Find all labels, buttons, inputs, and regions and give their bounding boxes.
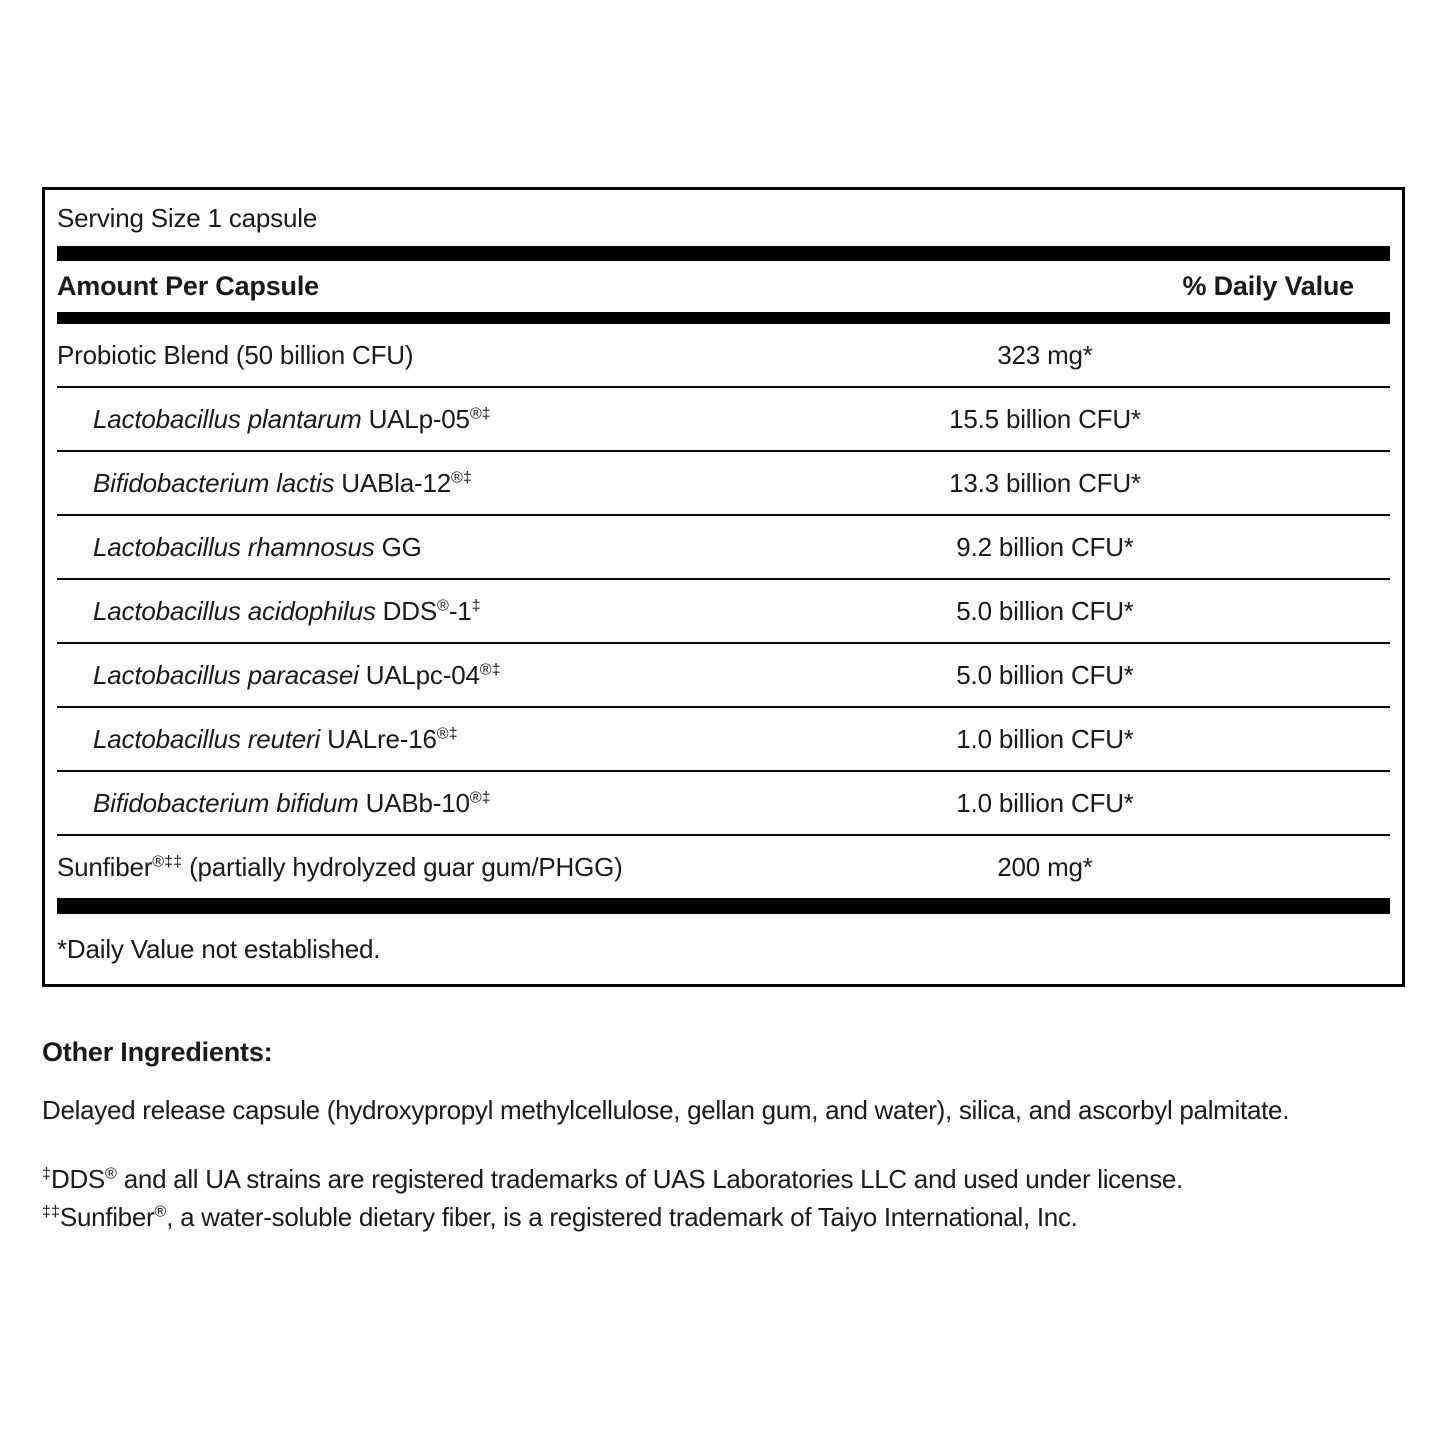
column-header-row <box>57 261 1390 312</box>
ingredient-rows <box>57 324 1390 898</box>
column-header-amount: Amount Per Capsule <box>57 271 319 301</box>
trademark-footnote-dds: ‡DDS® and all UA strains are registered trademarks of UAS Laboratories LLC and used under license. <box>42 1164 1183 1194</box>
other-ingredients-text: Delayed release capsule (hydroxypropyl methylcellulose, gellan gum, and water), silica, and ascorbyl palmitate. <box>42 1095 1290 1125</box>
ingredient-name: Bifidobacterium lactis UABla-12®‡ <box>93 467 472 498</box>
table-row <box>57 708 1390 772</box>
table-row <box>57 516 1390 580</box>
ingredient-name: Lactobacillus rhamnosus GG <box>93 531 422 562</box>
table-row <box>57 772 1390 836</box>
other-ingredients-heading: Other Ingredients: <box>42 1037 273 1067</box>
supplement-facts-panel <box>42 187 1405 987</box>
ingredient-name: Sunfiber®‡‡ (partially hydrolyzed guar gum/PHGG) <box>57 851 623 882</box>
table-row <box>57 388 1390 452</box>
ingredient-amount: 1.0 billion CFU* <box>956 723 1134 754</box>
ingredient-amount: 323 mg* <box>997 339 1093 370</box>
trademark-footnote-sunfiber: ‡‡Sunfiber®, a water-soluble dietary fiber, is a registered trademark of Taiyo International, Inc. <box>42 1202 1078 1232</box>
ingredient-amount: 5.0 billion CFU* <box>956 595 1134 626</box>
table-row <box>57 836 1390 898</box>
table-row <box>57 452 1390 516</box>
ingredient-name: Lactobacillus acidophilus DDS®-1‡ <box>93 595 481 626</box>
ingredient-name: Lactobacillus paracasei UALpc-04®‡ <box>93 659 501 690</box>
ingredient-name: Lactobacillus reuteri UALre-16®‡ <box>93 723 458 754</box>
table-row <box>57 644 1390 708</box>
ingredient-amount: 9.2 billion CFU* <box>956 531 1134 562</box>
daily-value-note: *Daily Value not established. <box>57 933 381 964</box>
serving-size-row <box>57 190 1390 246</box>
divider-bar-header <box>57 312 1390 324</box>
divider-bar-bottom <box>57 898 1390 914</box>
ingredient-amount: 13.3 billion CFU* <box>949 467 1141 498</box>
column-header-daily-value: % Daily Value <box>1182 271 1354 301</box>
ingredient-amount: 15.5 billion CFU* <box>949 403 1141 434</box>
ingredient-name: Bifidobacterium bifidum UABb-10®‡ <box>93 787 491 818</box>
table-row <box>57 324 1390 388</box>
divider-bar-top <box>57 246 1390 261</box>
ingredient-name: Probiotic Blend (50 billion CFU) <box>57 339 414 370</box>
ingredient-amount: 5.0 billion CFU* <box>956 659 1134 690</box>
ingredient-amount: 200 mg* <box>997 851 1093 882</box>
ingredient-amount: 1.0 billion CFU* <box>956 787 1134 818</box>
table-row <box>57 580 1390 644</box>
ingredient-name: Lactobacillus plantarum UALp-05®‡ <box>93 403 491 434</box>
serving-size-text: Serving Size 1 capsule <box>57 202 318 233</box>
trademark-footnotes <box>42 1160 1405 1236</box>
